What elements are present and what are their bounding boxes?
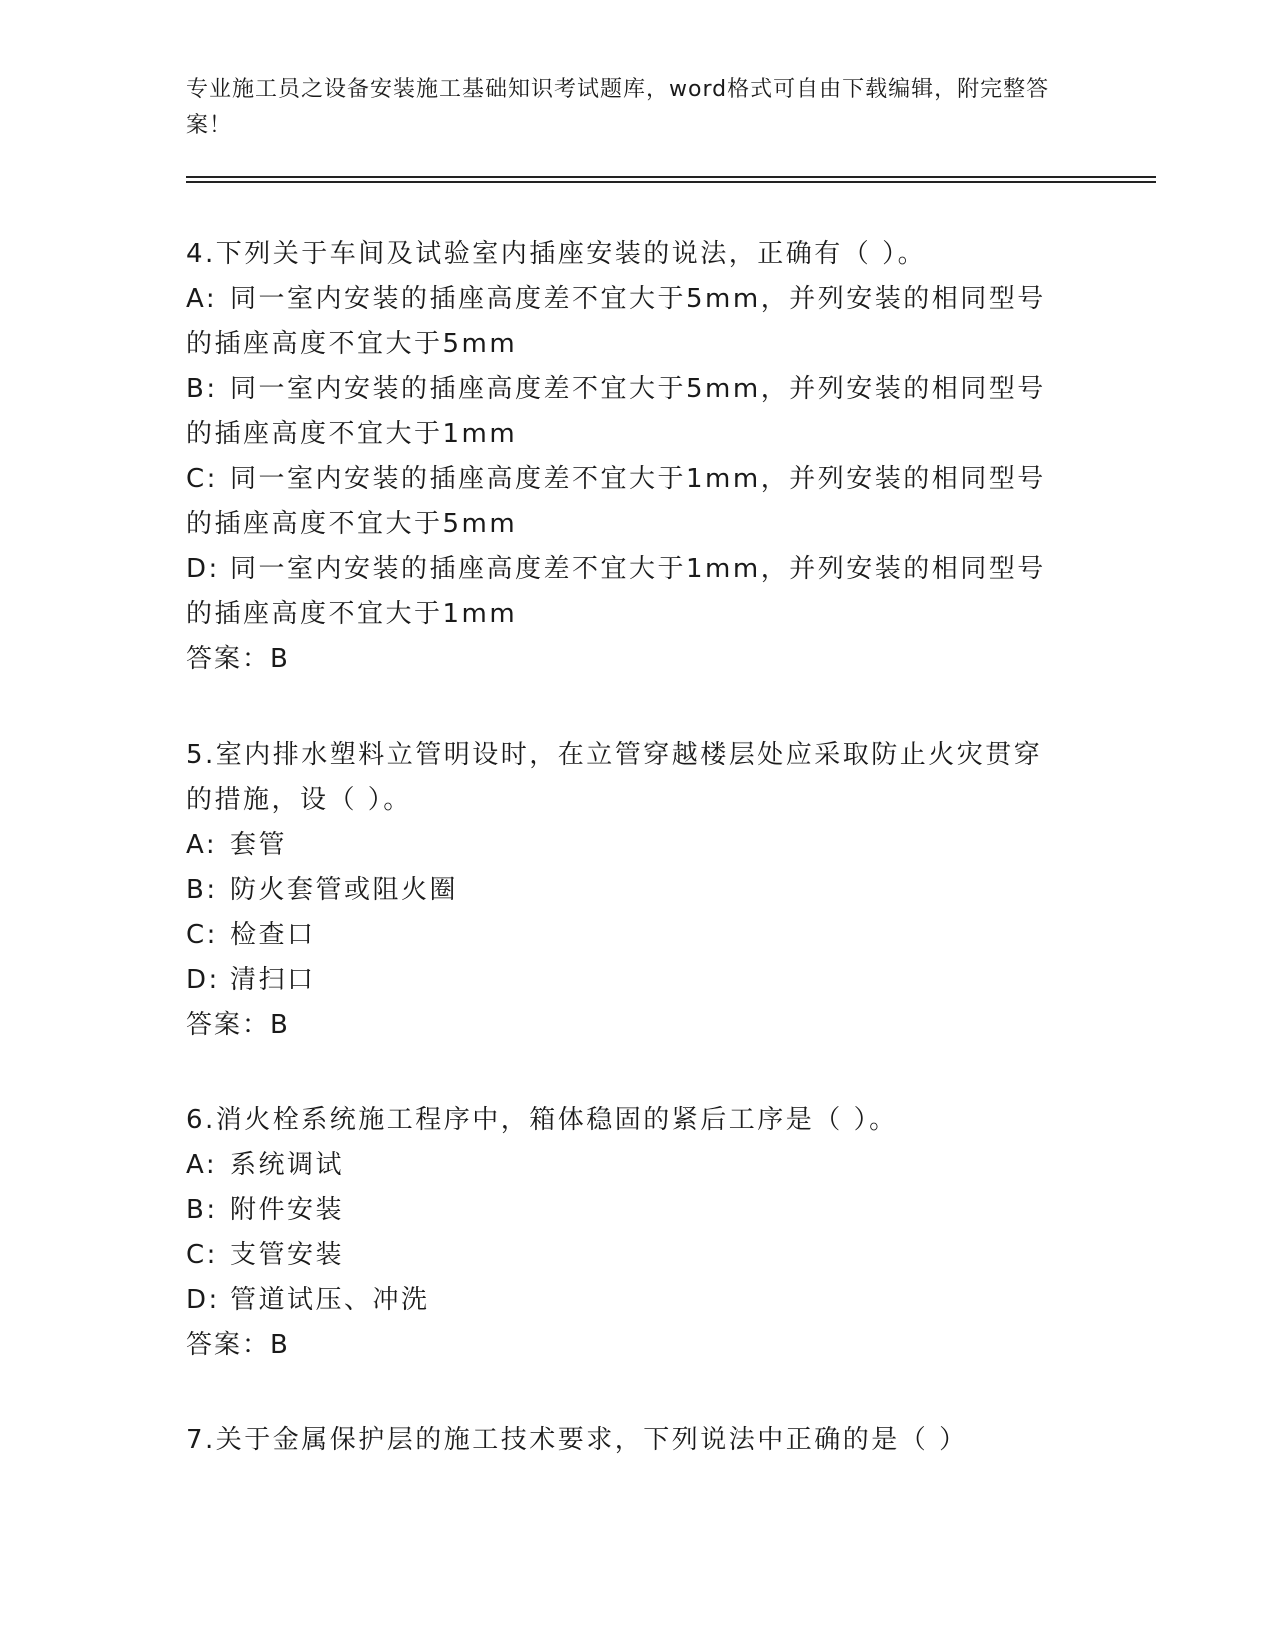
answer: 答案：B [186, 1330, 290, 1360]
question-6 [186, 1098, 1066, 1368]
header-divider-top [186, 176, 1156, 178]
option-a [186, 1143, 1066, 1188]
option-text: 检查口 [230, 920, 316, 950]
question-4 [186, 232, 1066, 682]
question-stem: 4.下列关于车间及试验室内插座安装的说法，正确有（ ）。 [186, 239, 927, 269]
option-text: 同一室内安装的插座高度差不宜大于5mm，并列安装的相同型号的插座高度不宜大于1mm [186, 374, 1046, 449]
option-b [186, 1188, 1066, 1233]
option-b [186, 367, 1066, 457]
option-text: 同一室内安装的插座高度差不宜大于1mm，并列安装的相同型号的插座高度不宜大于1mm [186, 554, 1046, 629]
option-letter: C: [186, 464, 218, 494]
question-7 [186, 1418, 1066, 1463]
option-c [186, 457, 1066, 547]
option-letter: D: [186, 965, 220, 995]
option-c [186, 913, 1066, 958]
option-text: 附件安装 [230, 1195, 345, 1225]
option-text: 清扫口 [230, 965, 316, 995]
option-text: 同一室内安装的插座高度差不宜大于5mm，并列安装的相同型号的插座高度不宜大于5mm [186, 284, 1046, 359]
question-5 [186, 733, 1066, 1048]
option-letter: D: [186, 1285, 220, 1315]
option-letter: B: [186, 374, 218, 404]
option-c [186, 1233, 1066, 1278]
option-letter: A: [186, 284, 218, 314]
question-stem: 5.室内排水塑料立管明设时，在立管穿越楼层处应采取防止火灾贯穿的措施，设（ ）。 [186, 740, 1043, 815]
option-text: 支管安装 [230, 1240, 345, 1270]
option-b [186, 868, 1066, 913]
answer: 答案：B [186, 644, 290, 674]
option-a [186, 277, 1066, 367]
option-letter: C: [186, 1240, 218, 1270]
option-d [186, 547, 1066, 637]
option-letter: D: [186, 554, 220, 584]
option-letter: A: [186, 830, 218, 860]
option-d [186, 1278, 1066, 1323]
document-header: 专业施工员之设备安装施工基础知识考试题库，word格式可自由下载编辑，附完整答案！ [186, 77, 1050, 138]
option-text: 防火套管或阻火圈 [230, 875, 459, 905]
option-text: 管道试压、冲洗 [230, 1285, 430, 1315]
option-text: 套管 [230, 830, 288, 860]
question-stem: 6.消火栓系统施工程序中，箱体稳固的紧后工序是（ ）。 [186, 1105, 898, 1135]
option-letter: A: [186, 1150, 218, 1180]
option-text: 系统调试 [230, 1150, 345, 1180]
option-a [186, 823, 1066, 868]
option-text: 同一室内安装的插座高度差不宜大于1mm，并列安装的相同型号的插座高度不宜大于5mm [186, 464, 1046, 539]
answer: 答案：B [186, 1010, 290, 1040]
option-letter: B: [186, 875, 218, 905]
option-letter: B: [186, 1195, 218, 1225]
header-divider-bottom [186, 181, 1156, 183]
option-letter: C: [186, 920, 218, 950]
option-d [186, 958, 1066, 1003]
question-stem: 7.关于金属保护层的施工技术要求，下列说法中正确的是（ ） [186, 1425, 968, 1455]
